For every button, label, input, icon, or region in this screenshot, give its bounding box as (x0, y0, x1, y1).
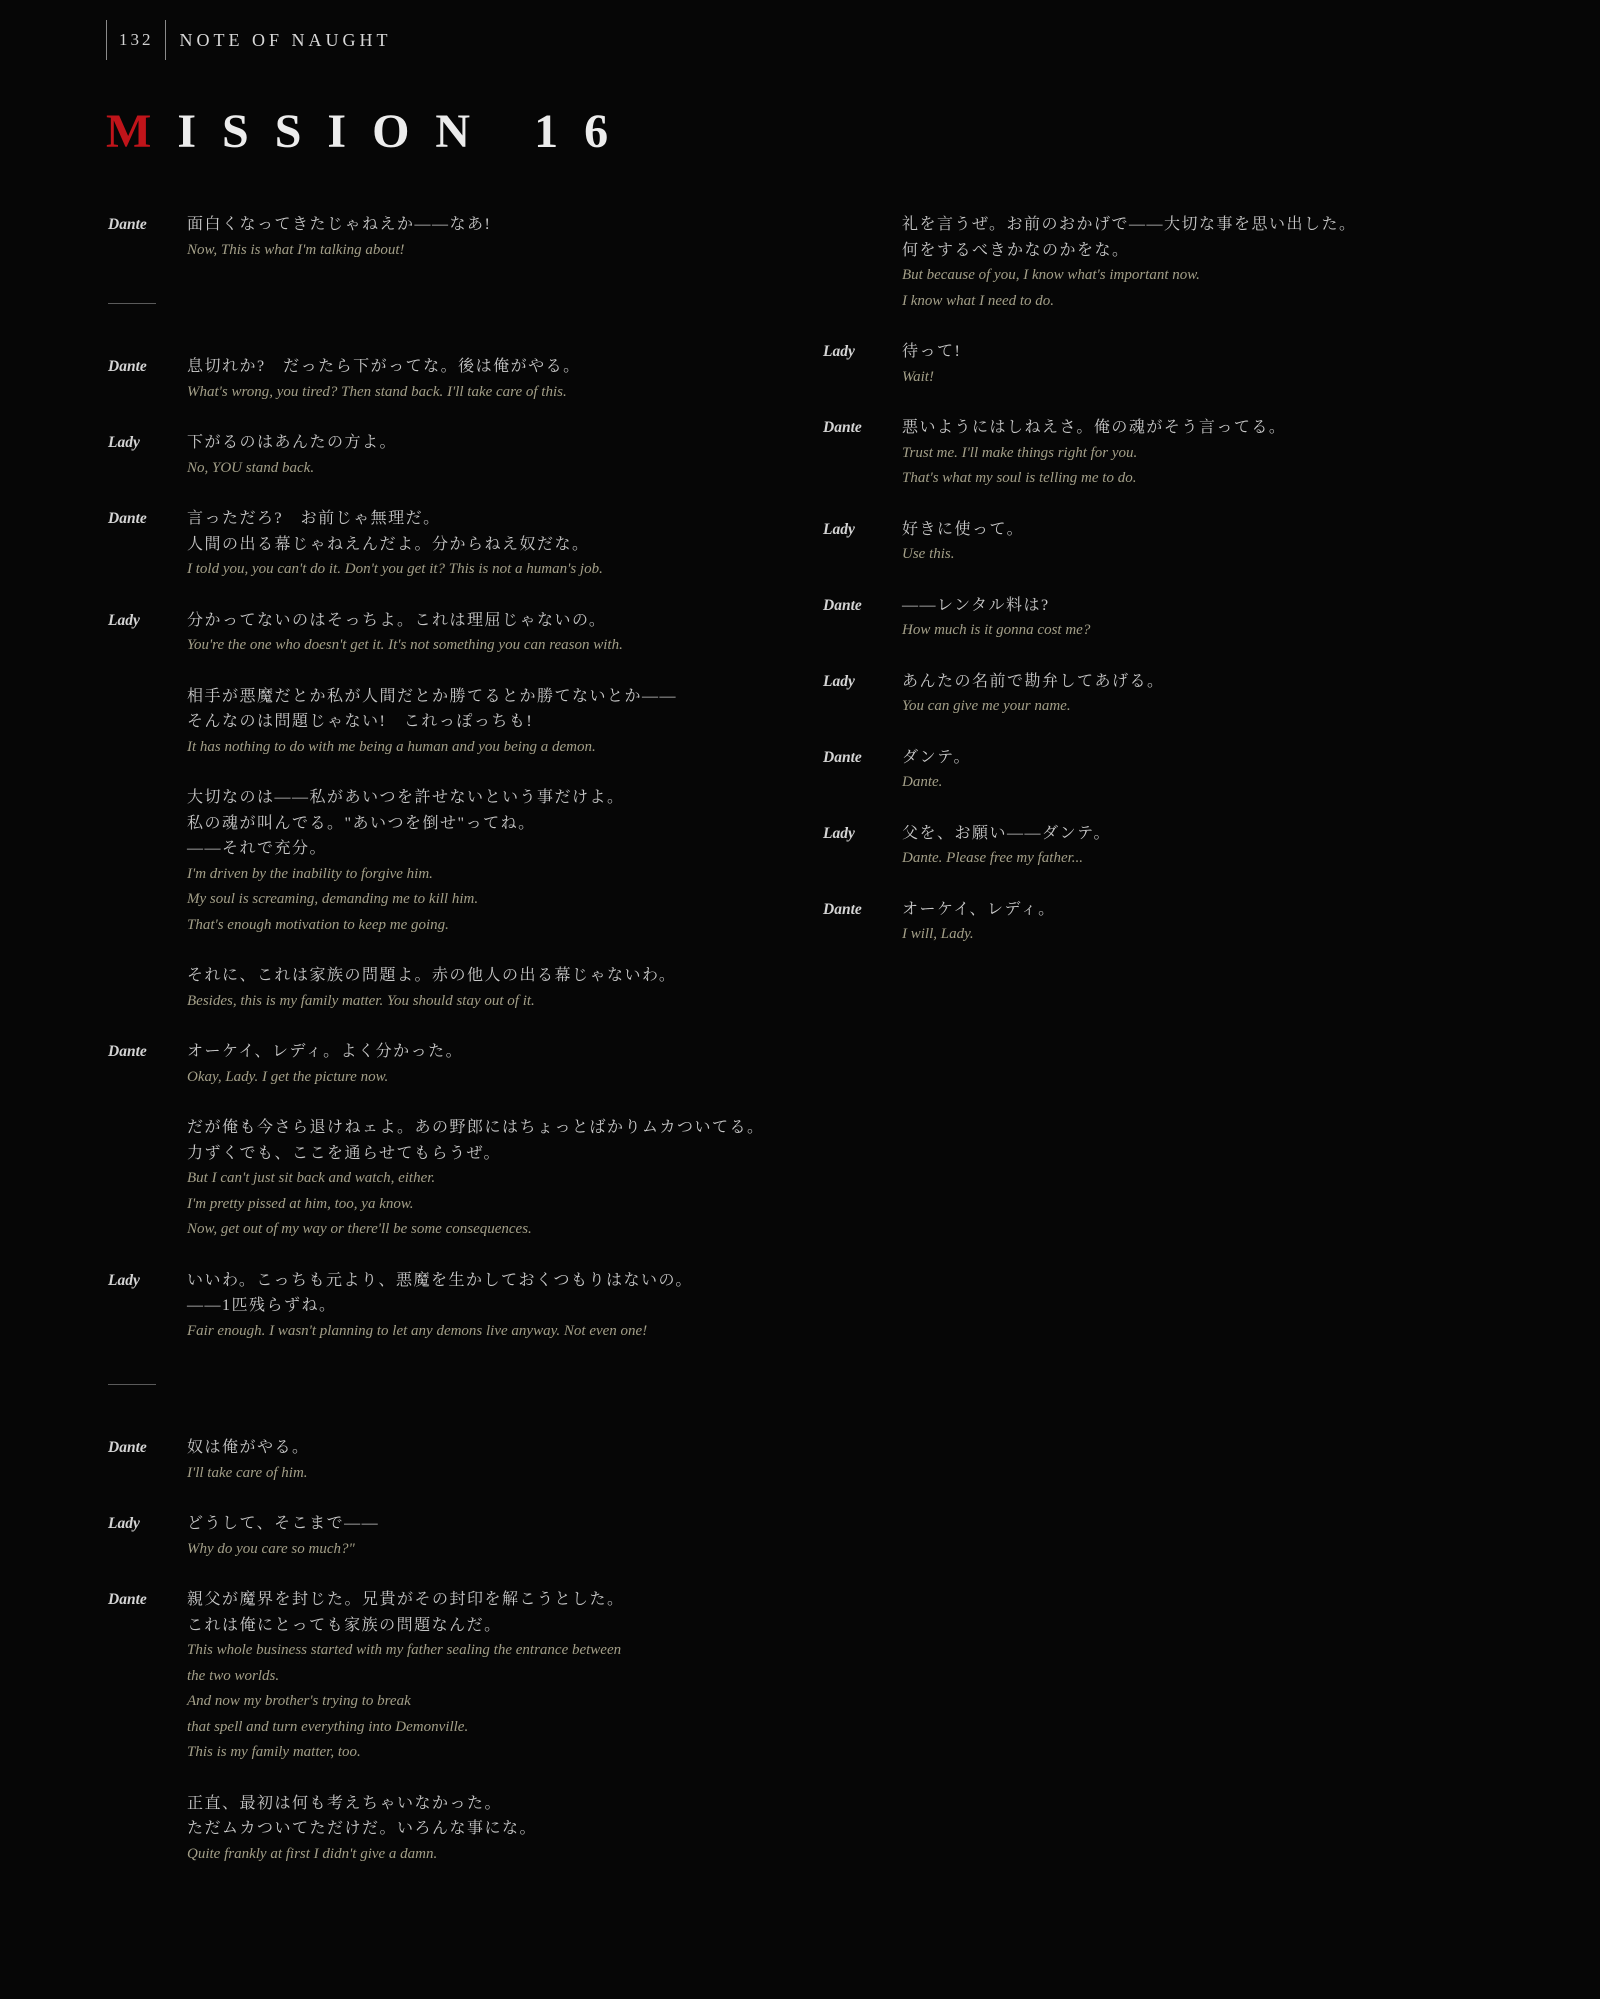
speaker-name: Lady (823, 672, 855, 690)
speaker-name: Dante (108, 1439, 147, 1456)
section-divider (108, 1384, 156, 1385)
speaker-name: Dante (108, 358, 147, 375)
english-line: My soul is screaming, demanding me to kill him. (187, 891, 479, 907)
dialogue-entry (823, 517, 1483, 568)
dialogue-lines (902, 669, 1483, 720)
japanese-line: 正直、最初は何も考えちゃいなかった。 (187, 1794, 503, 1812)
dialogue-lines (187, 1587, 768, 1867)
dialogue-entry (823, 821, 1483, 872)
english-line: Trust me. I'll make things right for you. (902, 444, 1138, 461)
dialogue-lines (902, 212, 1483, 314)
japanese-line: 悪いようにはしねえさ。俺の魂がそう言ってる。 (902, 419, 1287, 436)
book-title: NOTE OF NAUGHT (179, 29, 392, 50)
dialogue-paragraph (187, 608, 768, 659)
dialogue-lines (187, 212, 768, 263)
japanese-line: 力ずくでも、ここを通らせてもらうぜ。 (187, 1144, 502, 1162)
japanese-line: 父を、お願い——ダンテ。 (902, 824, 1112, 842)
speaker-name: Lady (108, 611, 140, 629)
dialogue-lines (187, 1039, 768, 1243)
dialogue-paragraph (902, 821, 1483, 872)
dialogue-entry (823, 212, 1483, 314)
english-line: This whole business started with my father sealing the entrance between (187, 1642, 622, 1658)
japanese-line: ——それで充分。 (187, 840, 328, 857)
japanese-line: 分かってないのはそっちよ。これは理屈じゃないの。 (187, 611, 607, 629)
speaker-name: Lady (823, 824, 855, 842)
japanese-line: 待って! (902, 343, 962, 360)
dialogue-paragraph (187, 963, 768, 1014)
dialogue-entry (108, 354, 768, 405)
english-line: It has nothing to do with me being a human and you being a demon. (187, 738, 596, 755)
english-line: I told you, you can't do it. Don't you get it? This is not a human's job. (187, 561, 603, 577)
dialogue-lines (187, 1435, 768, 1486)
dialogue-entry (823, 897, 1483, 948)
japanese-line: 奴は俺がやる。 (187, 1439, 310, 1456)
japanese-line: ただムカついてただけだ。いろんな事にな。 (187, 1820, 538, 1837)
dialogue-entry (108, 1587, 768, 1867)
dialogue-lines (187, 608, 768, 1015)
english-line: Quite frankly at first I didn't give a damn. (187, 1845, 438, 1862)
english-line: Fair enough. I wasn't planning to let any demons live anyway. Not even one! (187, 1322, 648, 1339)
japanese-line: 礼を言うぜ。お前のおかげで——大切な事を思い出した。 (902, 216, 1357, 233)
dialogue-lines (902, 593, 1483, 644)
japanese-line: あんたの名前で勘弁してあげる。 (902, 672, 1165, 690)
english-line: I'll take care of him. (187, 1464, 308, 1481)
japanese-line: 何をするべきかなのかをな。 (902, 241, 1130, 259)
dialogue-paragraph (187, 785, 768, 938)
japanese-line: いいわ。こっちも元より、悪魔を生かしておくつもりはないの。 (187, 1271, 693, 1289)
dialogue-entry (108, 1435, 768, 1486)
dialogue-column-left (108, 212, 768, 1892)
section-divider (108, 303, 156, 304)
dialogue-lines (187, 430, 768, 481)
dialogue-paragraph (187, 1791, 768, 1868)
japanese-line: ——1匹残らずね。 (187, 1297, 337, 1314)
dialogue-lines (187, 354, 768, 405)
english-line: Now, This is what I'm talking about! (187, 241, 405, 258)
dialogue-paragraph (902, 593, 1483, 644)
japanese-line: そんなのは問題じゃない! これっぽっちも! (187, 713, 534, 730)
dialogue-paragraph (187, 684, 768, 761)
dialogue-paragraph (902, 339, 1483, 390)
mission-title (106, 104, 634, 159)
japanese-line: オーケイ、レディ。よく分かった。 (187, 1043, 464, 1060)
dialogue-entry (823, 669, 1483, 720)
speaker-name: Dante (108, 216, 147, 233)
dialogue-entry (823, 415, 1483, 492)
speaker-name: Lady (823, 520, 855, 538)
speaker-name: Lady (108, 1515, 140, 1532)
english-line: Besides, this is my family matter. You should stay out of it. (187, 992, 535, 1009)
dialogue-paragraph (187, 212, 768, 263)
dialogue-paragraph (187, 354, 768, 405)
dialogue-paragraph (187, 506, 768, 583)
dialogue-lines (187, 1268, 768, 1345)
dialogue-lines (902, 517, 1483, 568)
speaker-name: Lady (108, 1271, 140, 1289)
english-line: Okay, Lady. I get the picture now. (187, 1068, 389, 1085)
speaker-name: Dante (823, 748, 862, 766)
dialogue-lines (902, 821, 1483, 872)
dialogue-paragraph (187, 1039, 768, 1090)
english-line: You can give me your name. (902, 698, 1071, 714)
japanese-line: だが俺も今さら退けねェよ。あの野郎にはちょっとばかりムカついてる。 (187, 1119, 765, 1136)
japanese-line: それに、これは家族の問題よ。赤の他人の出る幕じゃないわ。 (187, 967, 677, 984)
dialogue-entry (108, 1268, 768, 1345)
japanese-line: 親父が魔界を封じた。兄貴がその封印を解こうとした。 (187, 1591, 625, 1608)
speaker-name: Lady (108, 434, 140, 451)
japanese-line: 大切なのは——私があいつを許せないという事だけよ。 (187, 789, 625, 806)
dialogue-paragraph (187, 1587, 768, 1766)
english-line: I'm pretty pissed at him, too, ya know. (187, 1195, 414, 1212)
english-line: that spell and turn everything into Demonville. (187, 1718, 469, 1735)
japanese-line: 下がるのはあんたの方よ。 (187, 434, 398, 451)
english-line: But I can't just sit back and watch, either. (187, 1170, 436, 1186)
mission-title-initial: M (106, 105, 178, 158)
dialogue-entry (823, 745, 1483, 796)
english-line: I know what I need to do. (902, 292, 1055, 309)
speaker-name (823, 212, 902, 314)
speaker-name: Dante (823, 596, 862, 614)
dialogue-lines (187, 1511, 768, 1562)
english-line: This is my family matter, too. (187, 1744, 361, 1760)
speaker-name: Dante (108, 1591, 147, 1608)
japanese-line: 面白くなってきたじゃねえか——なあ! (187, 216, 492, 233)
speaker-name: Dante (108, 510, 147, 527)
english-line: I'm driven by the inability to forgive him. (187, 865, 433, 882)
dialogue-lines (902, 415, 1483, 492)
dialogue-paragraph (902, 212, 1483, 314)
dialogue-entry (108, 430, 768, 481)
dialogue-paragraph (187, 1268, 768, 1345)
speaker-name: Lady (823, 343, 855, 360)
english-line: How much is it gonna cost me? (902, 622, 1091, 638)
japanese-line: 人間の出る幕じゃねえんだよ。分からねえ奴だな。 (187, 535, 590, 553)
dialogue-entry (823, 593, 1483, 644)
japanese-line: オーケイ、レディ。 (902, 900, 1056, 918)
japanese-line: ——レンタル料は? (902, 596, 1050, 614)
dialogue-paragraph (187, 430, 768, 481)
dialogue-lines (902, 897, 1483, 948)
dialogue-entry (108, 506, 768, 583)
dialogue-entry (823, 339, 1483, 390)
english-line: What's wrong, you tired? Then stand back. I'll take care of this. (187, 383, 567, 400)
dialogue-paragraph (902, 517, 1483, 568)
japanese-line: 相手が悪魔だとか私が人間だとか勝てるとか勝てないとか—— (187, 687, 678, 705)
dialogue-paragraph (187, 1115, 768, 1243)
japanese-line: 私の魂が叫んでる。"あいつを倒せ"ってね。 (187, 814, 536, 832)
dialogue-paragraph (902, 415, 1483, 492)
english-line: Now, get out of my way or there'll be some consequences. (187, 1221, 532, 1237)
english-line: That's enough motivation to keep me going. (187, 916, 449, 933)
english-line: You're the one who doesn't get it. It's not something you can reason with. (187, 637, 623, 653)
dialogue-lines (902, 339, 1483, 390)
speaker-name: Dante (108, 1043, 147, 1060)
dialogue-entry (108, 608, 768, 1015)
japanese-line: 息切れか? だったら下がってな。後は俺がやる。 (187, 358, 581, 375)
speaker-name: Dante (823, 419, 862, 436)
mission-title-rest: ISSION 16 (177, 105, 635, 158)
japanese-line: どうして、そこまで—— (187, 1515, 380, 1532)
english-line: the two worlds. (187, 1667, 280, 1684)
english-line: Dante. (902, 774, 943, 790)
dialogue-entry (108, 1511, 768, 1562)
english-line: No, YOU stand back. (187, 459, 315, 476)
dialogue-lines (902, 745, 1483, 796)
japanese-line: ダンテ。 (902, 748, 972, 766)
japanese-line: 好きに使って。 (902, 520, 1025, 538)
english-line: That's what my soul is telling me to do. (902, 470, 1137, 486)
dialogue-paragraph (187, 1435, 768, 1486)
english-line: Use this. (902, 546, 955, 562)
dialogue-column-right (823, 212, 1483, 973)
dialogue-paragraph (902, 669, 1483, 720)
japanese-line: これは俺にとっても家族の問題なんだ。 (187, 1616, 502, 1634)
japanese-line: 言っただろ? お前じゃ無理だ。 (187, 510, 441, 527)
dialogue-paragraph (902, 897, 1483, 948)
page-header (106, 20, 392, 60)
english-line: Why do you care so much?" (187, 1540, 355, 1557)
speaker-name: Dante (823, 900, 862, 918)
dialogue-paragraph (187, 1511, 768, 1562)
dialogue-entry (108, 1039, 768, 1243)
dialogue-lines (187, 506, 768, 583)
english-line: And now my brother's trying to break (187, 1693, 411, 1709)
english-line: Wait! (902, 368, 934, 385)
english-line: I will, Lady. (902, 926, 974, 942)
dialogue-paragraph (902, 745, 1483, 796)
english-line: But because of you, I know what's important now. (902, 267, 1200, 283)
dialogue-entry (108, 212, 768, 263)
page-number: 132 (107, 20, 166, 60)
english-line: Dante. Please free my father... (902, 850, 1084, 866)
